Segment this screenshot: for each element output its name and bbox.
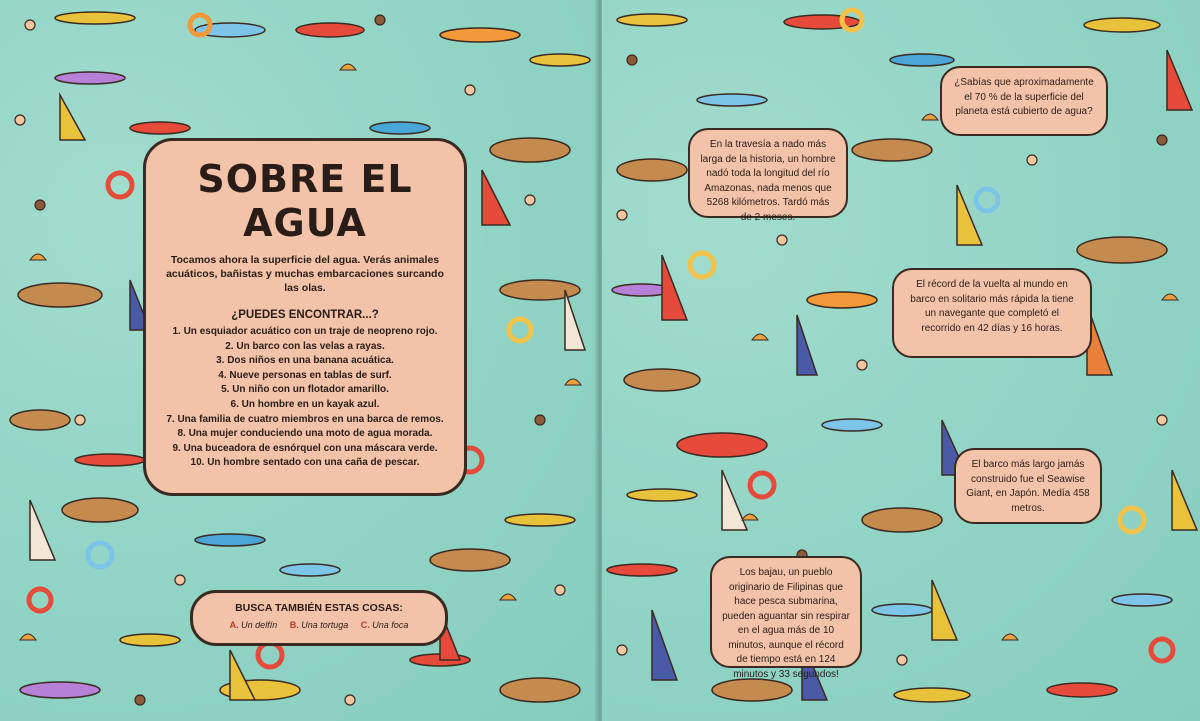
main-info-panel [143,138,467,496]
intro-text: Tocamos ahora la superficie del agua. Verás animales acuáticos, bañistas y muchas embarcaciones surcando las olas. [166,254,444,294]
find-item: 10. Un hombre sentado con una caña de pescar. [190,457,420,469]
find-item: 1. Un esquiador acuático con un traje de neopreno rojo. [172,326,438,337]
fact-box-longest-ship: El barco más largo jamás construido fue el Seawise Giant, en Japón. Medía 458 metros. [954,448,1102,524]
find-item: 4. Nueve personas en tablas de surf. [218,369,392,381]
find-item: 3. Dos niños en una banana acuática. [216,355,394,367]
find-item: 2. Un barco con las velas a rayas. [225,340,385,352]
find-item: 9. Una buceadora de esnórquel con una máscara verde. [172,442,438,454]
extra-item: A. Un delfín [229,620,278,630]
extra-item: B. Una tortuga [289,620,349,630]
water-scene-illustration-right [602,0,1200,721]
page-title: SOBRE EL AGUA [197,157,413,245]
find-list [146,325,464,471]
find-item: 5. Un niño con un flotador amarillo. [221,384,389,396]
fact-box-solo-sailing: El récord de la vuelta al mundo en barco en solitario más rápida la tiene un navegante que completó el recorrido en 42 días y 16 horas. [892,268,1092,358]
fact-box-water-surface: ¿Sabías que aproximadamente el 70 % de la superficie del planeta está cubierto de agua? [940,66,1108,136]
find-item: 7. Una familia de cuatro miembros en una barca de remos. [166,413,444,425]
extra-item: C. Una foca [360,620,409,630]
fact-box-bajau-divers: Los bajau, un pueblo originario de Filipinas que hace pesca submarina, pueden aguantar sin respirar en el agua más de 10 minutos, aunque el récord de tiempo está en 124 minutos y 33 segundos! [710,556,862,668]
extra-find-title: BUSCA TAMBIÉN ESTAS COSAS: [235,602,403,614]
boats-and-swimmers-illustration [607,10,1197,702]
extra-find-panel [190,590,448,646]
find-item: 6. Un hombre en un kayak azul. [230,398,380,410]
right-page [602,0,1200,721]
extra-find-items [193,620,445,630]
find-list-title: ¿PUEDES ENCONTRAR...? [231,309,379,321]
fact-box-amazon-swim: En la travesía a nado más larga de la historia, un hombre nadó toda la longitud del río Amazonas, nada menos que 5268 kilómetros. Tardó más de 2 meses. [688,128,848,218]
left-page [0,0,598,721]
find-item: 8. Una mujer conduciendo una moto de agua morada. [177,428,433,440]
